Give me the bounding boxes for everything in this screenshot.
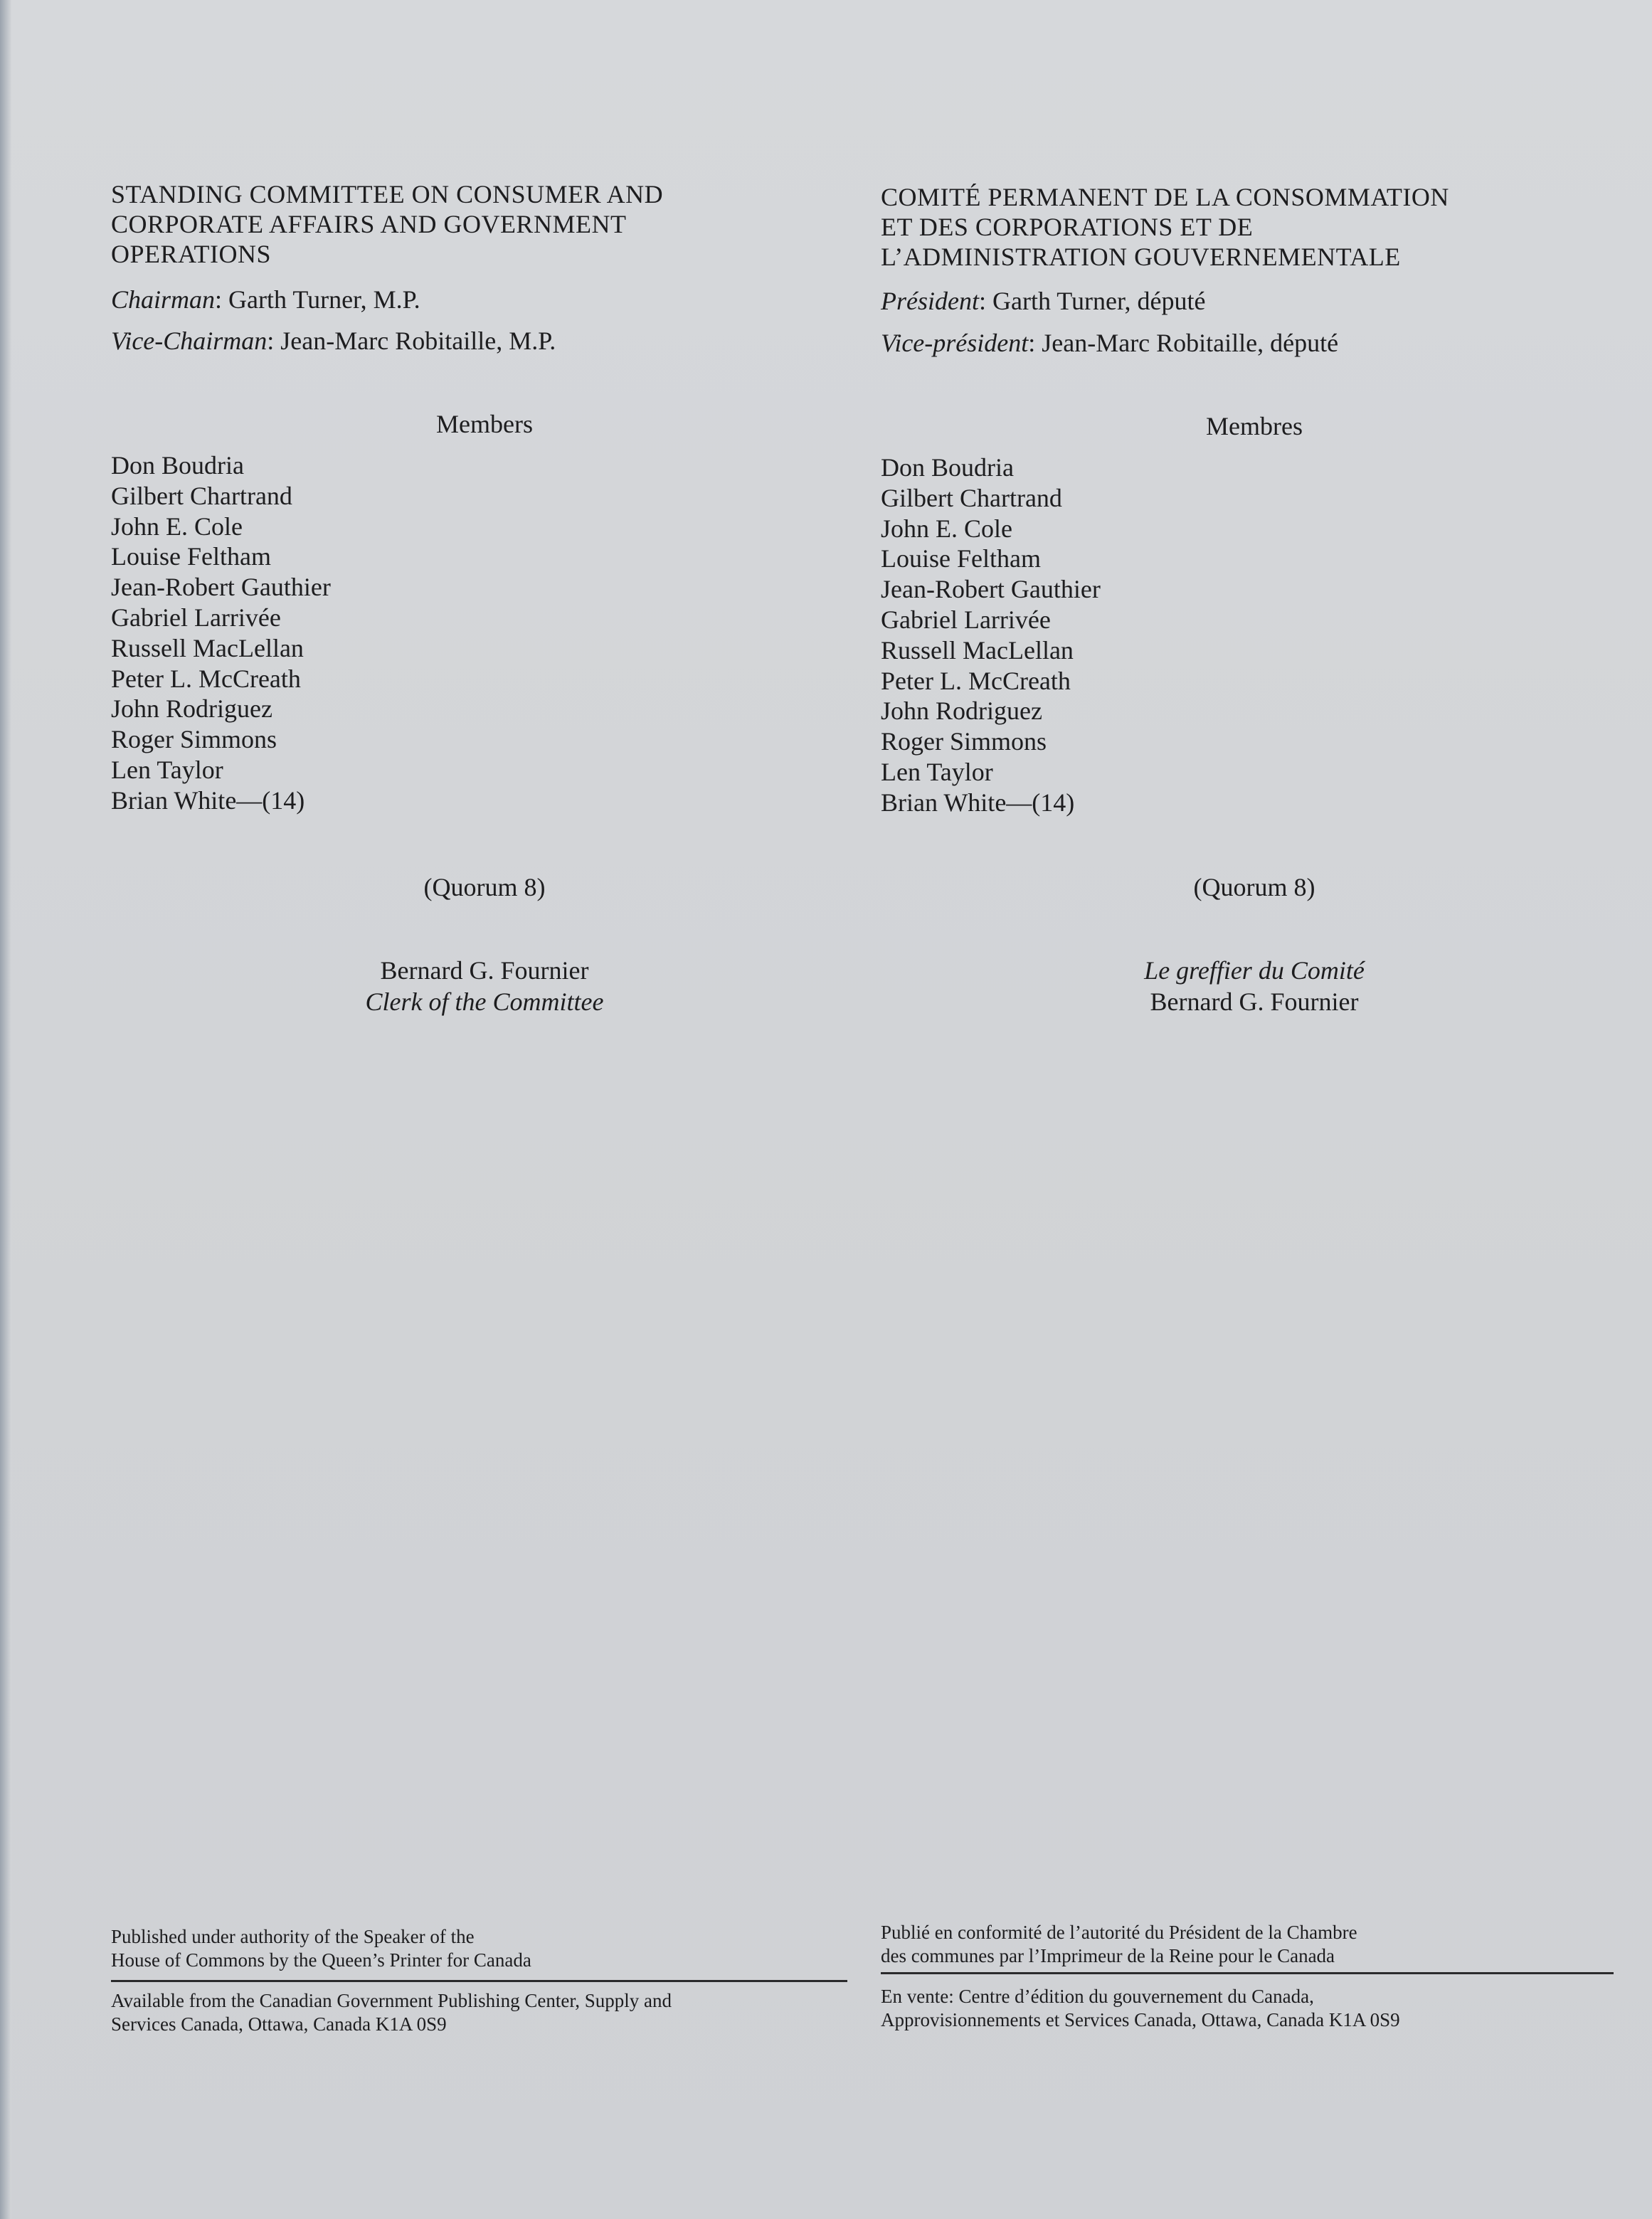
chairman-label: Chairman: [111, 285, 216, 314]
member-name: Roger Simmons: [111, 725, 277, 754]
member-name: Gilbert Chartrand: [111, 481, 292, 510]
chairman-line: [881, 286, 1206, 316]
member-name: John E. Cole: [881, 514, 1012, 543]
chairman-value: : Garth Turner, député: [978, 287, 1206, 315]
member-name: Peter L. McCreath: [881, 666, 1071, 695]
member-name: Louise Feltham: [111, 542, 271, 571]
published-line: House of Commons by the Queen’s Printer for Canada: [111, 1949, 531, 1971]
title-line: COMITÉ PERMANENT DE LA CONSOMMATION: [881, 183, 1449, 211]
member-name: Brian White—(14): [111, 785, 305, 815]
member-name: Gabriel Larrivée: [881, 605, 1051, 634]
member-name: Peter L. McCreath: [111, 664, 301, 693]
title-line: OPERATIONS: [111, 240, 272, 268]
member-name: Russell MacLellan: [881, 635, 1074, 664]
availability-line: Services Canada, Ottawa, Canada K1A 0S9: [111, 2013, 447, 2035]
member-name: Don Boudria: [111, 451, 244, 480]
members-list: [111, 450, 331, 816]
committee-title: [881, 182, 1449, 272]
chairman-value: : Garth Turner, M.P.: [215, 285, 420, 314]
member-name: Louise Feltham: [881, 544, 1041, 573]
title-line: ET DES CORPORATIONS ET DE: [881, 213, 1254, 241]
quorum: (Quorum 8): [423, 873, 546, 901]
clerk-block: [881, 955, 1628, 1017]
member-name: Don Boudria: [881, 453, 1014, 482]
availability-notice: [881, 1985, 1400, 2032]
committee-title: [111, 179, 663, 269]
published-line: des communes par l’Imprimeur de la Reine pour le Canada: [881, 1945, 1335, 1966]
availability-line: Available from the Canadian Government Publishing Center, Supply and: [111, 1990, 672, 2011]
clerk-title: Le greffier du Comité: [1144, 956, 1365, 985]
title-line: CORPORATE AFFAIRS AND GOVERNMENT: [111, 210, 627, 238]
chairman-line: [111, 285, 420, 314]
clerk-name: Bernard G. Fournier: [1150, 987, 1359, 1016]
member-name: Brian White—(14): [881, 788, 1075, 817]
clerk-title: Clerk of the Committee: [365, 987, 604, 1016]
members-list: [881, 452, 1101, 818]
published-notice: [111, 1925, 531, 1972]
member-name: Len Taylor: [881, 757, 993, 786]
quorum: (Quorum 8): [1193, 873, 1315, 901]
availability-notice: [111, 1989, 672, 2036]
availability-line: En vente: Centre d’édition du gouvernement du Canada,: [881, 1986, 1314, 2007]
french-column: [881, 0, 1635, 2219]
clerk-name: Bernard G. Fournier: [380, 956, 589, 985]
member-name: Len Taylor: [111, 755, 223, 784]
clerk-block: [111, 955, 858, 1017]
vice-chairman-value: : Jean-Marc Robitaille, député: [1028, 329, 1339, 357]
divider-rule: [111, 1980, 847, 1982]
vice-chairman-label: Vice-Chairman: [111, 327, 268, 355]
title-line: L’ADMINISTRATION GOUVERNEMENTALE: [881, 243, 1401, 271]
member-name: Gabriel Larrivée: [111, 603, 281, 632]
member-name: Russell MacLellan: [111, 633, 304, 662]
member-name: John E. Cole: [111, 512, 243, 541]
vice-chairman-value: : Jean-Marc Robitaille, M.P.: [267, 327, 556, 355]
members-heading: Members: [436, 410, 533, 438]
published-line: Published under authority of the Speaker of the: [111, 1926, 475, 1947]
page-binding-edge: [0, 0, 11, 2219]
member-name: Gilbert Chartrand: [881, 483, 1062, 512]
member-name: Jean-Robert Gauthier: [111, 573, 331, 602]
vice-chairman-line: [881, 328, 1338, 358]
chairman-label: Président: [881, 287, 979, 315]
member-name: Jean-Robert Gauthier: [881, 575, 1101, 604]
vice-chairman-label: Vice-président: [881, 329, 1029, 357]
members-heading: Membres: [1206, 412, 1303, 440]
published-line: Publié en conformité de l’autorité du Président de la Chambre: [881, 1922, 1357, 1943]
english-column: [111, 0, 865, 2219]
vice-chairman-line: [111, 326, 556, 356]
member-name: John Rodriguez: [881, 697, 1042, 726]
availability-line: Approvisionnements et Services Canada, Ottawa, Canada K1A 0S9: [881, 2009, 1400, 2030]
published-notice: [881, 1921, 1357, 1968]
divider-rule: [881, 1972, 1614, 1974]
member-name: John Rodriguez: [111, 694, 272, 724]
member-name: Roger Simmons: [881, 727, 1047, 756]
title-line: STANDING COMMITTEE ON CONSUMER AND: [111, 180, 664, 208]
